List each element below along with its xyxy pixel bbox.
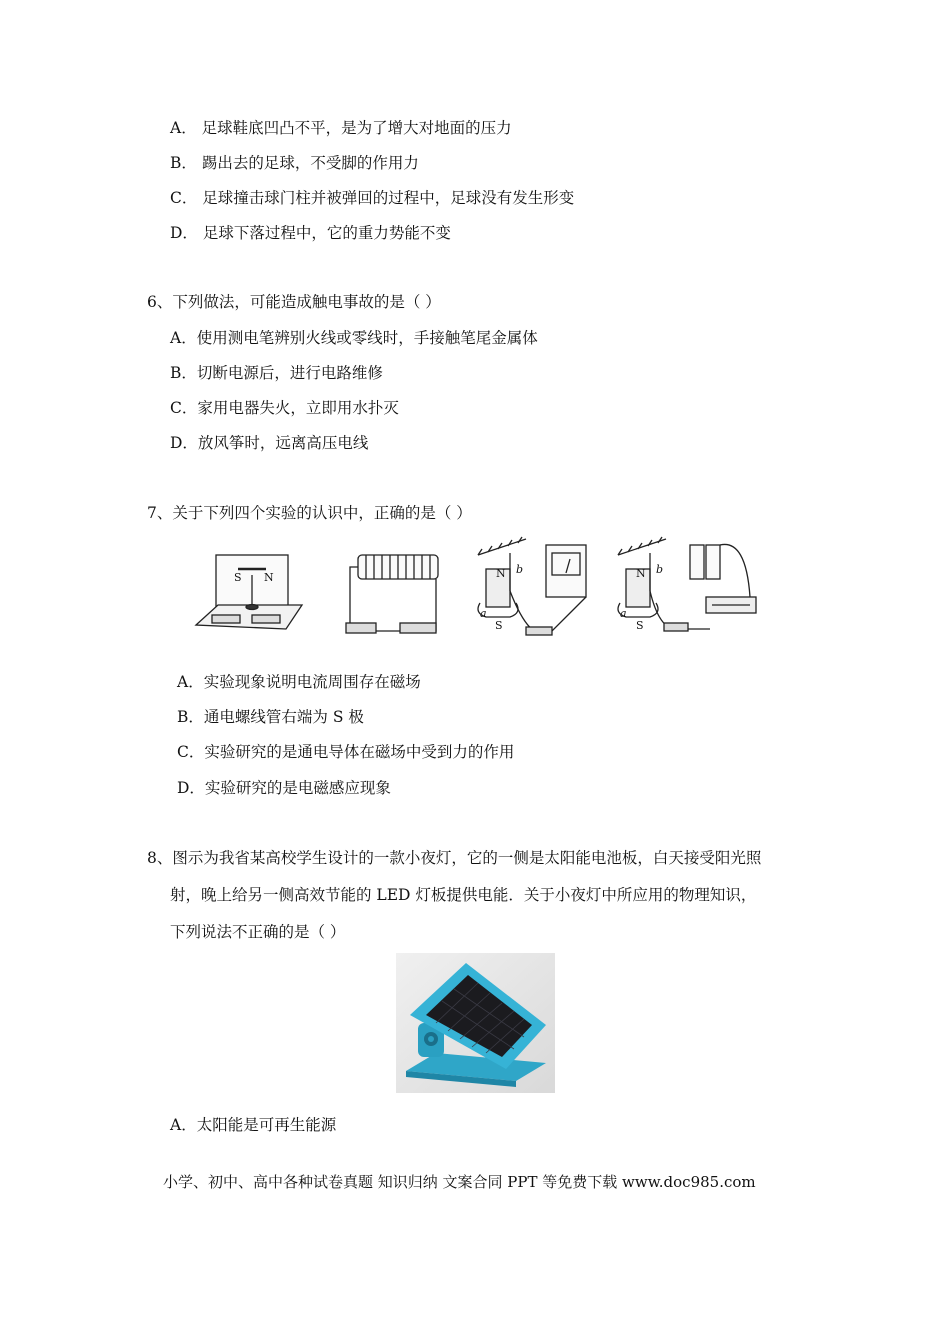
q8-stem-line-3: 下列说法不正确的是（ ）	[170, 923, 346, 941]
q6-option-d: D．放风筝时，远离高压电线	[170, 434, 369, 452]
q5-option-d: D． 足球下落过程中，它的重力势能不变	[170, 224, 451, 242]
q7-option-b: B．通电螺线管右端为 S 极	[177, 708, 364, 726]
fig-label-s-3: S	[495, 619, 503, 632]
q6-option-b: B．切断电源后，进行电路维修	[170, 364, 383, 382]
q6-option-c: C．家用电器失火，立即用水扑灭	[170, 399, 399, 417]
fig-label-a-3: a	[480, 607, 487, 620]
q8-option-a: A．太阳能是可再生能源	[170, 1116, 337, 1134]
q5-option-a: A． 足球鞋底凹凸不平，是为了增大对地面的压力	[170, 119, 512, 137]
q7-stem: 7、关于下列四个实验的认识中，正确的是（ ）	[147, 504, 472, 522]
q7-option-d: D．实验研究的是电磁感应现象	[177, 779, 391, 797]
fig-label-n-3: N	[496, 567, 506, 580]
q5-option-b: B． 踢出去的足球，不受脚的作用力	[170, 154, 419, 172]
fig-label-s-4: S	[636, 619, 644, 632]
q6-stem: 6、下列做法，可能造成触电事故的是（ ）	[147, 293, 441, 311]
q7-option-c: C．实验研究的是通电导体在磁场中受到力的作用	[177, 743, 515, 761]
q8-stem-line-1: 8、图示为我省某高校学生设计的一款小夜灯，它的一侧是太阳能电池板，白天接受阳光照	[147, 849, 762, 867]
q7-experiments-figure	[190, 533, 762, 645]
q6-option-a: A．使用测电笔辨别火线或零线时，手接触笔尾金属体	[170, 329, 538, 347]
fig-label-n-1: N	[264, 571, 274, 584]
fig-label-b-3: b	[516, 563, 524, 576]
solar-night-light-photo	[396, 953, 555, 1093]
q8-stem-line-2: 射，晚上给另一侧高效节能的 LED 灯板提供电能．关于小夜灯中所应用的物理知识，	[170, 886, 757, 904]
q5-option-c: C． 足球撞击球门柱并被弹回的过程中，足球没有发生形变	[170, 189, 575, 207]
page-footer: 小学、初中、高中各种试卷真题 知识归纳 文案合同 PPT 等免费下载 www.doc985.com	[163, 1173, 756, 1191]
fig-label-s-1: S	[234, 571, 242, 584]
fig-label-a-4: a	[620, 607, 627, 620]
q7-option-a: A．实验现象说明电流周围存在磁场	[177, 673, 421, 691]
fig-label-b-4: b	[656, 563, 664, 576]
fig-label-n-4: N	[636, 567, 646, 580]
